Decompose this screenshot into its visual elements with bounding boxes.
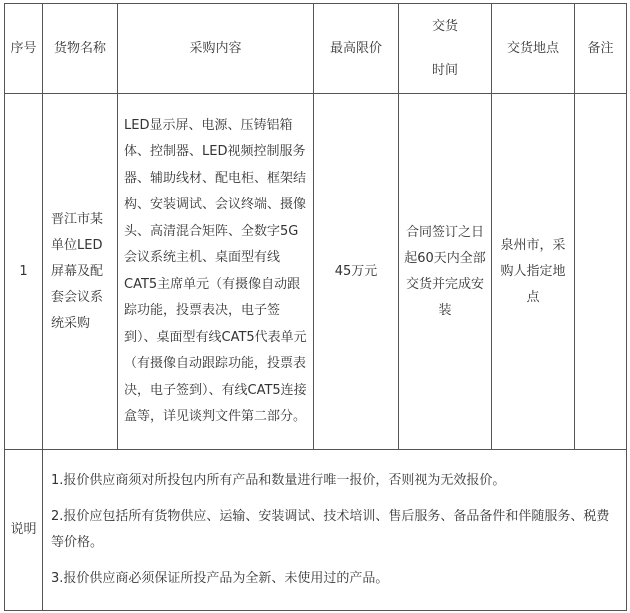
header-delivery-time: [399, 4, 492, 94]
cell-remarks: [575, 94, 627, 450]
note-item-2: 2.报价应包括所有货物供应、运输、安装调试、技术培训、售后服务、备品备件和伴随服务、税费等价格。: [51, 509, 610, 550]
cell-delivery-time: 合同签订之日起60天内全部交货并完成安装: [399, 94, 492, 450]
header-name: 货物名称: [43, 4, 118, 94]
table-header-row: [5, 4, 627, 94]
table-row: [5, 94, 627, 450]
procurement-table: [4, 3, 627, 611]
header-delivery-time-line2: 时间: [431, 62, 458, 78]
notes-cell: [43, 450, 627, 611]
cell-location: 泉州市，采购人指定地点: [492, 94, 575, 450]
note-item-1: 1.报价供应商须对所投包内所有产品和数量进行唯一报价，否则视为无效报价。: [51, 473, 506, 488]
cell-max-price: 45万元: [314, 94, 399, 450]
cell-content: LED显示屏、电源、压铸铝箱体、控制器、LED视频控制服务器、辅助线材、配电柜、框架结构、安装调试、会议终端、摄像头、高清混合矩阵、全数字5G会议系统主机、桌面型有线CAT5主席单元（有摄像自动跟踪功能，投票表决，电子签到）、桌面型有线CAT5代表单元（有摄像自动跟踪功能，投票表决，电子签到）、有线CAT5连接盒等，详见谈判文件第二部分。: [118, 94, 314, 450]
header-max-price: 最高限价: [314, 4, 399, 94]
cell-index: 1: [5, 94, 43, 450]
header-remarks: 备注: [575, 4, 627, 94]
notes-row: [5, 450, 627, 611]
notes-label: 说明: [5, 450, 43, 611]
header-location: 交货地点: [492, 4, 575, 94]
header-index: 序号: [5, 4, 43, 94]
header-delivery-time-line1: 交货: [431, 18, 458, 34]
cell-name: 晋江市某单位LED屏幕及配套会议系统采购: [43, 94, 118, 450]
note-item-3: 3.报价供应商必须保证所投产品为全新、未使用过的产品。: [51, 571, 389, 586]
header-content: 采购内容: [118, 4, 314, 94]
